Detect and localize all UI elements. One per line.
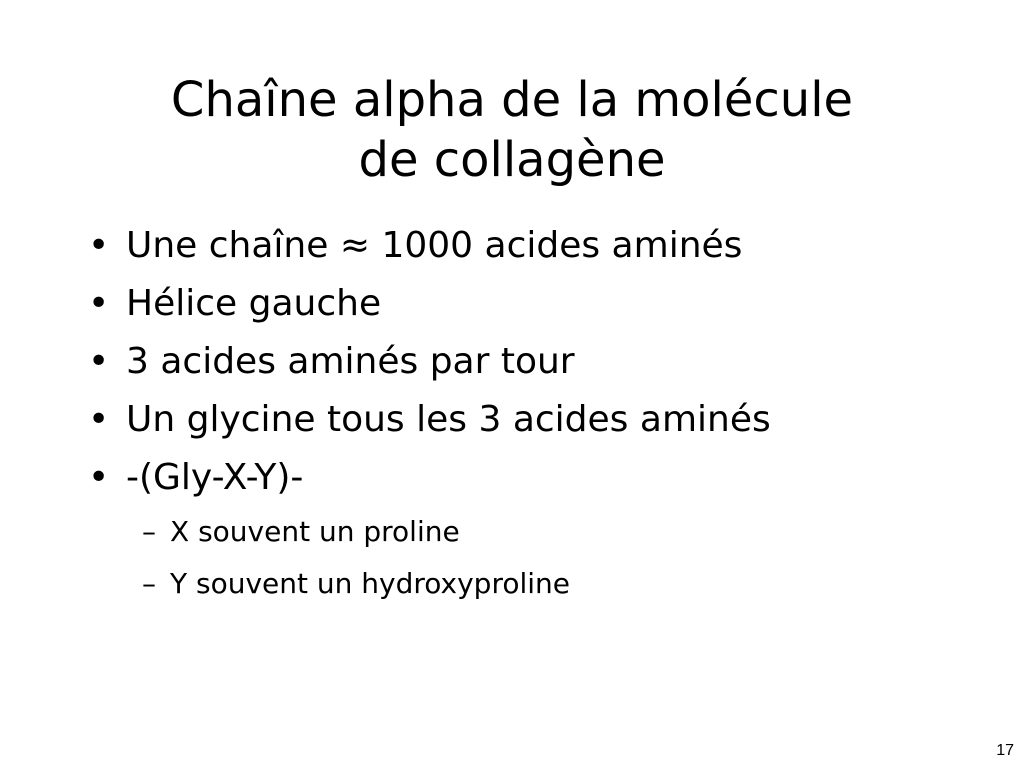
- bullet-item: [88, 456, 968, 500]
- sub-bullet-item: [88, 566, 968, 602]
- sub-bullet-item: [88, 514, 968, 550]
- sub-bullet-marker: –: [142, 567, 156, 600]
- sub-bullet-marker: –: [142, 515, 156, 548]
- bullet-item: [88, 398, 968, 442]
- bullet-item: [88, 282, 968, 326]
- sub-bullet-text: Y souvent un hydroxyproline: [170, 567, 571, 600]
- bullet-text: -(Gly-X-Y)-: [126, 457, 304, 498]
- bullet-text: Une chaîne ≈ 1000 acides aminés: [126, 225, 743, 266]
- bullet-marker: •: [88, 457, 110, 498]
- slide-title-line-1: Chaîne alpha de la molécule: [170, 72, 854, 128]
- bullet-text: 3 acides aminés par tour: [126, 341, 575, 382]
- bullet-list: [88, 224, 968, 618]
- bullet-text: Hélice gauche: [126, 283, 382, 324]
- slide-title: [60, 70, 964, 190]
- bullet-marker: •: [88, 341, 110, 382]
- bullet-marker: •: [88, 399, 110, 440]
- slide-title-line-2: de collagène: [358, 132, 666, 188]
- page-number: 17: [996, 742, 1014, 759]
- bullet-marker: •: [88, 283, 110, 324]
- bullet-item: [88, 224, 968, 268]
- bullet-marker: •: [88, 225, 110, 266]
- bullet-text: Un glycine tous les 3 acides aminés: [126, 399, 771, 440]
- bullet-item: [88, 340, 968, 384]
- sub-bullet-text: X souvent un proline: [170, 515, 460, 548]
